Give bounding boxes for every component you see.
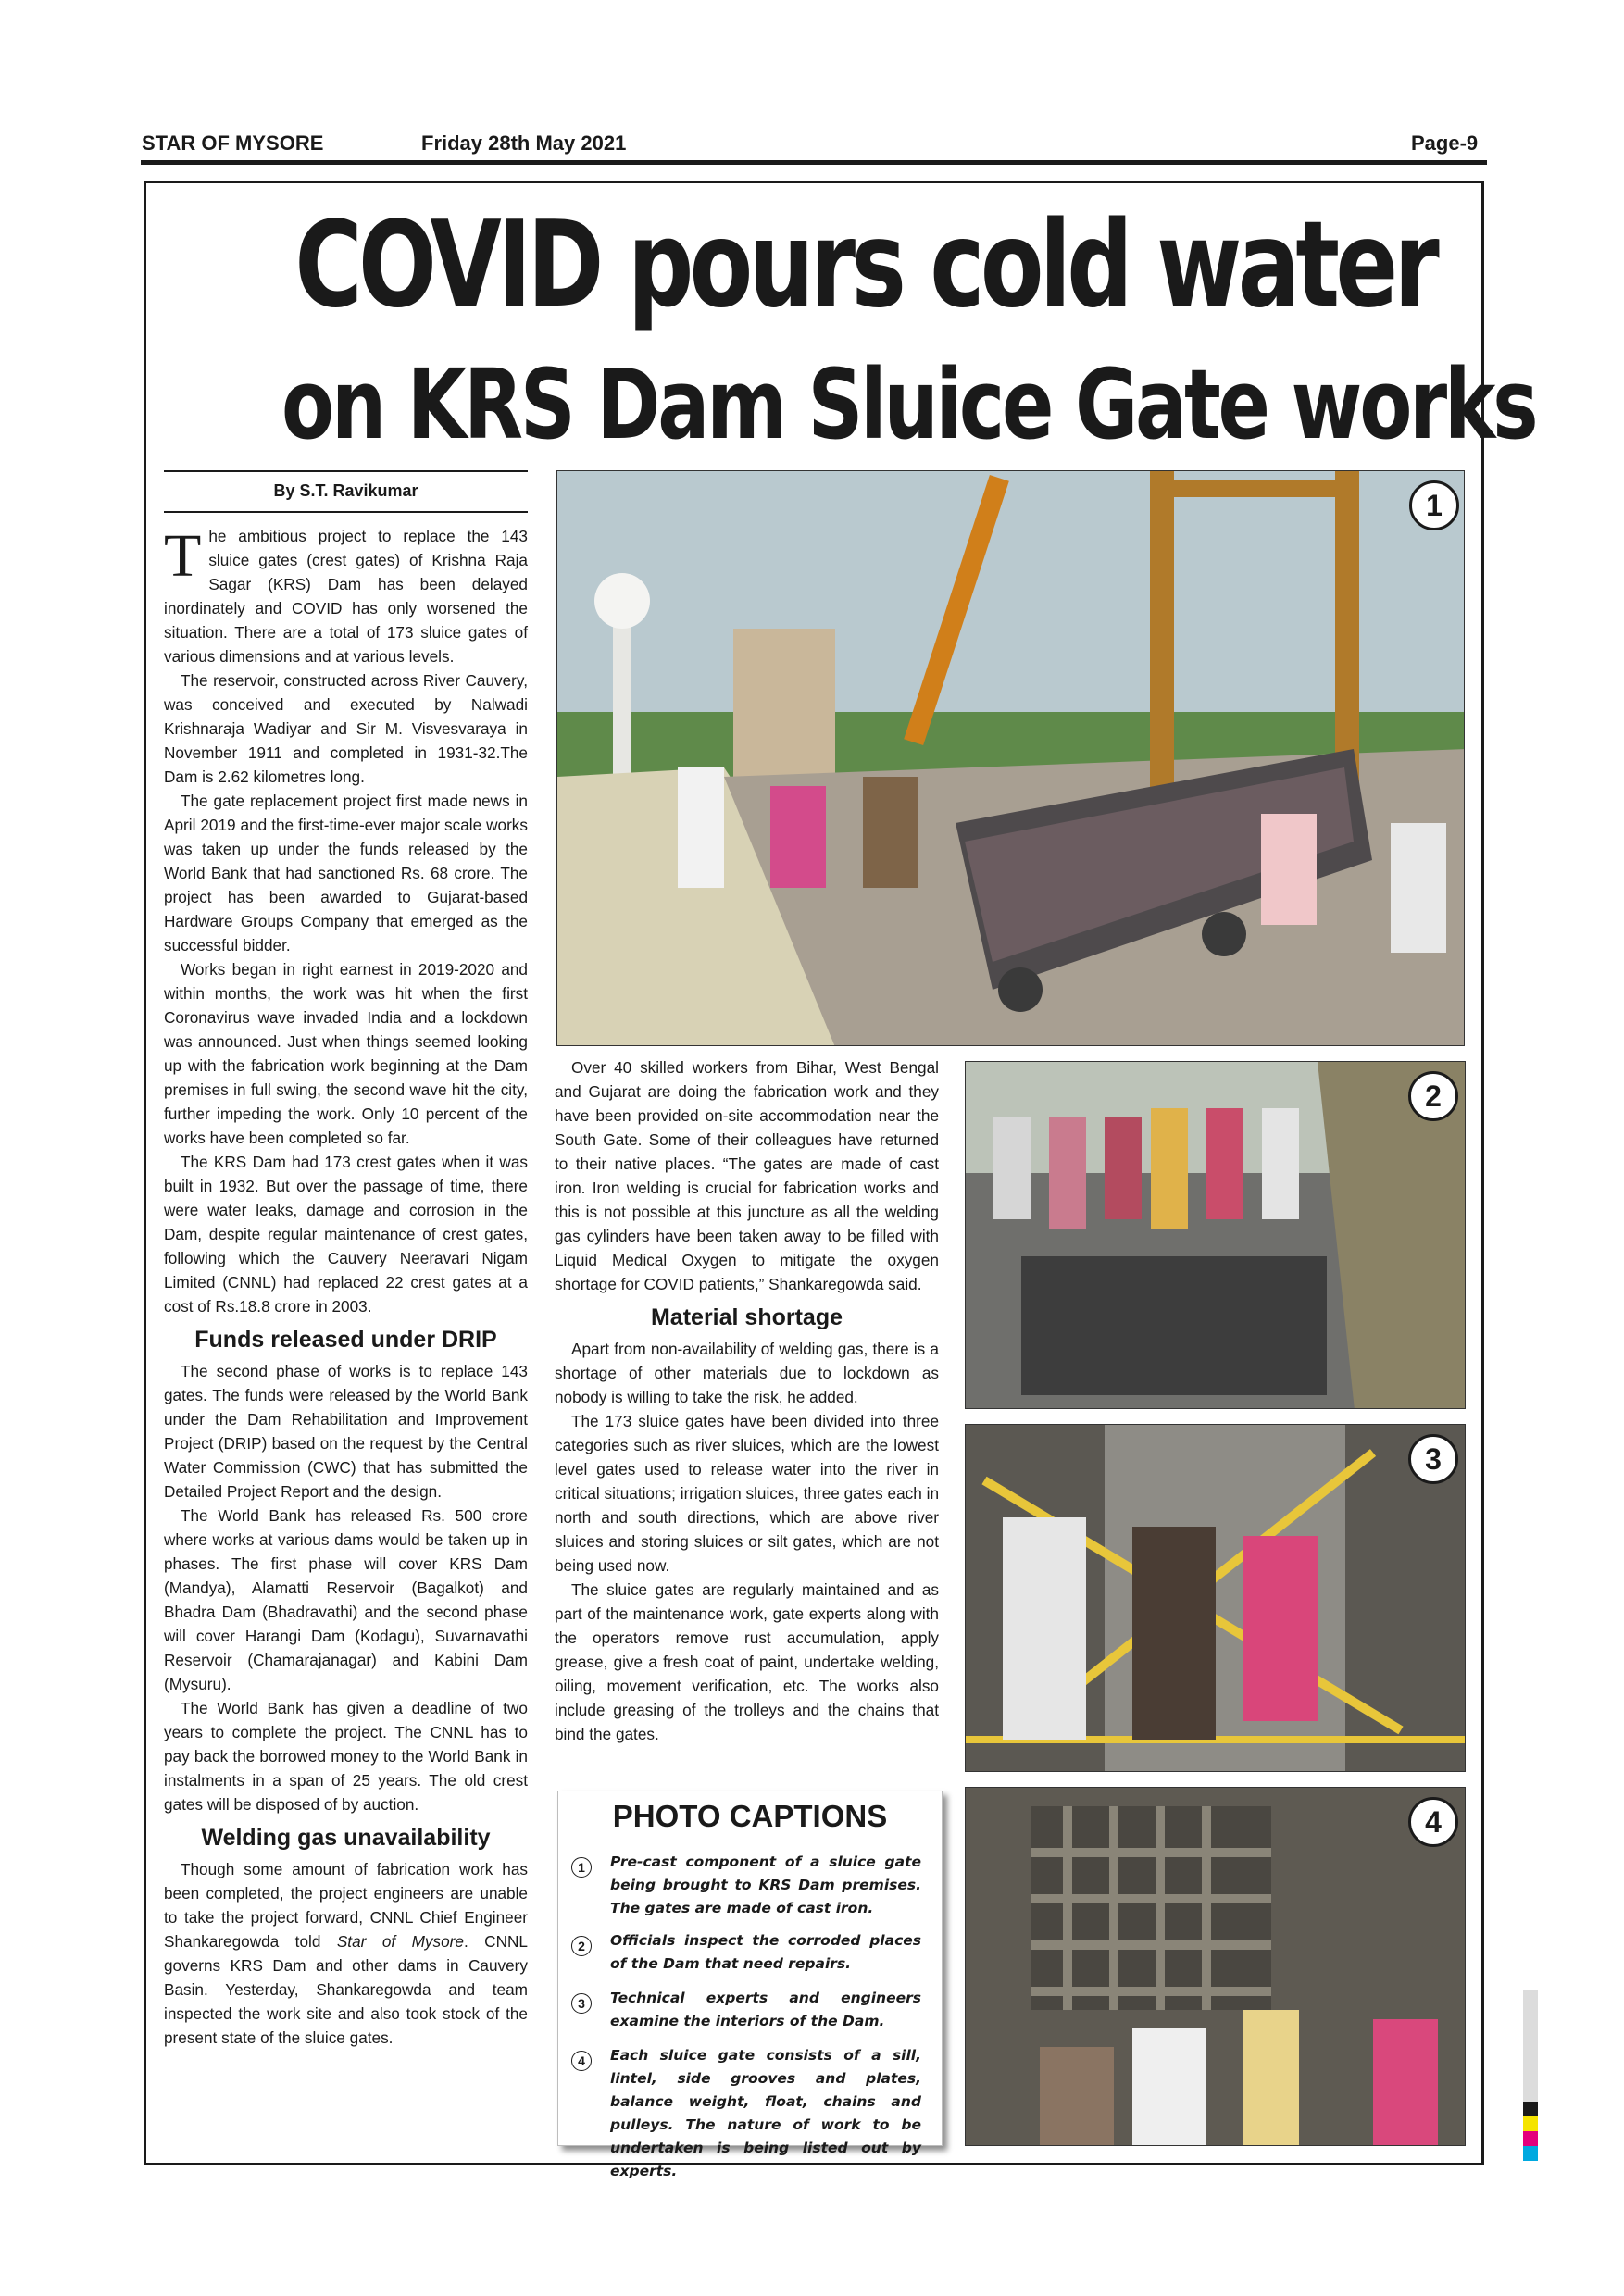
subheading-funds: Funds released under DRIP (194, 1327, 497, 1353)
photo-1-gate-component (556, 470, 1465, 1046)
photo-1-number-badge: 1 (1409, 480, 1459, 530)
photo-3-experts-examine (965, 1424, 1466, 1772)
photo-2-officials-inspect (965, 1061, 1466, 1409)
caption-number-3: 3 (571, 1993, 592, 2014)
caption-number-2: 2 (571, 1936, 592, 1956)
paragraph: The reservoir, constructed across River Cauvery, was conceived and executed by Nalwadi Krishnaraja Wadiyar and Sir M. Visvesvaraya in November 1911 and completed in 1931-32.The Dam is 2.62 kilometres long. (164, 671, 528, 786)
photo-4-number-badge: 4 (1408, 1797, 1458, 1847)
paragraph: The KRS Dam had 173 crest gates when it was built in 1932. But over the passage of time, there were water leaks, damage and corrosion in the Dam, despite regular maintenance of crest gates, following which the Cauvery Neeravari Nigam Limited (CNNL) had replaced 22 crest gates at a cost of Rs.18.8 crore in 2003. (164, 1153, 528, 1316)
subheading-welding-gas: Welding gas unavailability (201, 1825, 491, 1851)
masthead-page-number: Page-9 (1411, 131, 1479, 155)
caption-text-1: Pre-cast component of a sluice gate being brought to KRS Dam premises. The gates are made of cast iron. (610, 1853, 921, 1916)
masthead-paper-name: STAR OF MYSORE (142, 131, 324, 155)
byline-rule-bottom (164, 511, 528, 513)
registration-swatch-magenta (1523, 2131, 1538, 2146)
drop-cap: T (164, 522, 202, 590)
photo-captions-title: PHOTO CAPTIONS (612, 1799, 888, 1833)
caption-text-4: Each sluice gate consists of a sill, lintel, side grooves and plates, balance weight, float, chains and pulleys. The nature of work to be undertaken is being listed out by experts. (610, 2047, 921, 2179)
paragraph: The World Bank has given a deadline of two years to complete the project. The CNNL has to pay back the borrowed money to the World Bank in instalments in a span of 25 years. The old crest gates will be disposed of by auction. (164, 1699, 528, 1814)
photo-captions-box (557, 1791, 943, 2179)
masthead-rule (141, 160, 1487, 165)
paragraph: The 173 sluice gates have been divided into three categories such as river sluices, which are the lowest level gates used to release water into the river in critical situations; irrigation sluices, three gates each in north and south directions, which are above river sluices and storing sluices or silt gates, which are not being used now. (555, 1412, 939, 1575)
paragraph: The sluice gates are regularly maintained and as part of the maintenance work, gate experts along with the operators remove rust accumulation, apply grease, give a fresh coat of paint, undertake welding, oiling, movement verification, etc. The works also include greasing of the trolleys and the chains that bind the gates. (555, 1580, 939, 1743)
paragraph: The second phase of works is to replace 143 gates. The funds were released by the World Bank under the Dam Rehabilitation and Improvement Project (DRIP) based on the request by the Central Water Commission (CWC) that has submitted the Detailed Project Report and the design. (164, 1362, 528, 1501)
registration-swatch-black (1523, 2102, 1538, 2116)
caption-number-1: 1 (571, 1857, 592, 1878)
caption-text-3: Technical experts and engineers examine the interiors of the Dam. (610, 1990, 921, 2029)
photo-3-number-badge: 3 (1408, 1434, 1458, 1484)
caption-number-4: 4 (571, 2051, 592, 2071)
article-column-2 (555, 1055, 939, 1746)
headline-line-1: COVID pours cold water (294, 196, 1436, 334)
byline-rule-top (164, 470, 528, 472)
photo-4-sluice-gate-structure (965, 1787, 1466, 2146)
caption-text-2: Officials inspect the corroded places of the Dam that need repairs. (610, 1932, 921, 1972)
paragraph-intro: The ambitious project to replace the 143 sluice gates (crest gates) of Krishna Raja Sagar (KRS) Dam has been delayed inordinately and COVID has only worsened the situation. There are a total of 173 sluice gates of various dimensions and at various levels. (164, 522, 528, 666)
paragraph: The gate replacement project first made news in April 2019 and the first-time-ever major scale works was taken up under the funds released by the World Bank that had sanctioned Rs. 68 crore. The project has been awarded to Gujarat-based Hardware Groups Company that emerged as the successful bidder. (164, 792, 528, 955)
registration-swatch-cyan (1523, 2146, 1538, 2161)
paragraph: Though some amount of fabrication work has been completed, the project engineers are unable to take the project forward, CNNL Chief Engineer Shankaregowda told Star of Mysore. CNNL governs KRS Dam and other dams in Cauvery Basin. Yesterday, Shankaregowda and team inspected the work site and also took stock of the present state of the sluice gates. (164, 1860, 528, 2047)
article-column-1 (164, 524, 528, 2050)
headline-line-2: on KRS Dam Sluice Gate works (281, 348, 1536, 461)
paragraph: Apart from non-availability of welding gas, there is a shortage of other materials due to lockdown as nobody is willing to take the risk, he added. (555, 1340, 939, 1406)
masthead-date: Friday 28th May 2021 (421, 131, 627, 155)
registration-swatch-yellow (1523, 2116, 1538, 2131)
paragraph: Works began in right earnest in 2019-2020 and within months, the work was hit when the first Coronavirus wave invaded India and a lockdown was announced. Just when things seemed looking up with the fabrication work beginning at the Dam premises in full swing, the second wave hit the city, further impeding the work. Only 10 percent of the works have been completed so far. (164, 960, 528, 1147)
byline: By S.T. Ravikumar (273, 481, 418, 500)
subheading-material-shortage: Material shortage (650, 1304, 843, 1330)
paragraph: The World Bank has released Rs. 500 crore where works at various dams would be taken up in phases. The first phase will cover KRS Dam (Mandya), Alamatti Reservoir (Bagalkot) and Bhadra Dam (Bhadravathi) and the second phase will cover Harangi Dam (Kodagu), Suvarnavathi Reservoir (Chamarajanagar) and Kabini Dam (Mysuru). (164, 1506, 528, 1693)
registration-grey-bar (1523, 1990, 1538, 2102)
photo-2-number-badge: 2 (1408, 1071, 1458, 1121)
paragraph: Over 40 skilled workers from Bihar, West Bengal and Gujarat are doing the fabrication work and they have been provided on-site accommodation near the South Gate. Some of their colleagues have returned to their native places. “The gates are made of cast iron. Iron welding is crucial for fabrication works and this is not possible at this juncture as all the welding gas cylinders have been taken away to be filled with Liquid Medical Oxygen to mitigate the oxygen shortage for COVID patients,” Shankaregowda said. (555, 1058, 939, 1293)
